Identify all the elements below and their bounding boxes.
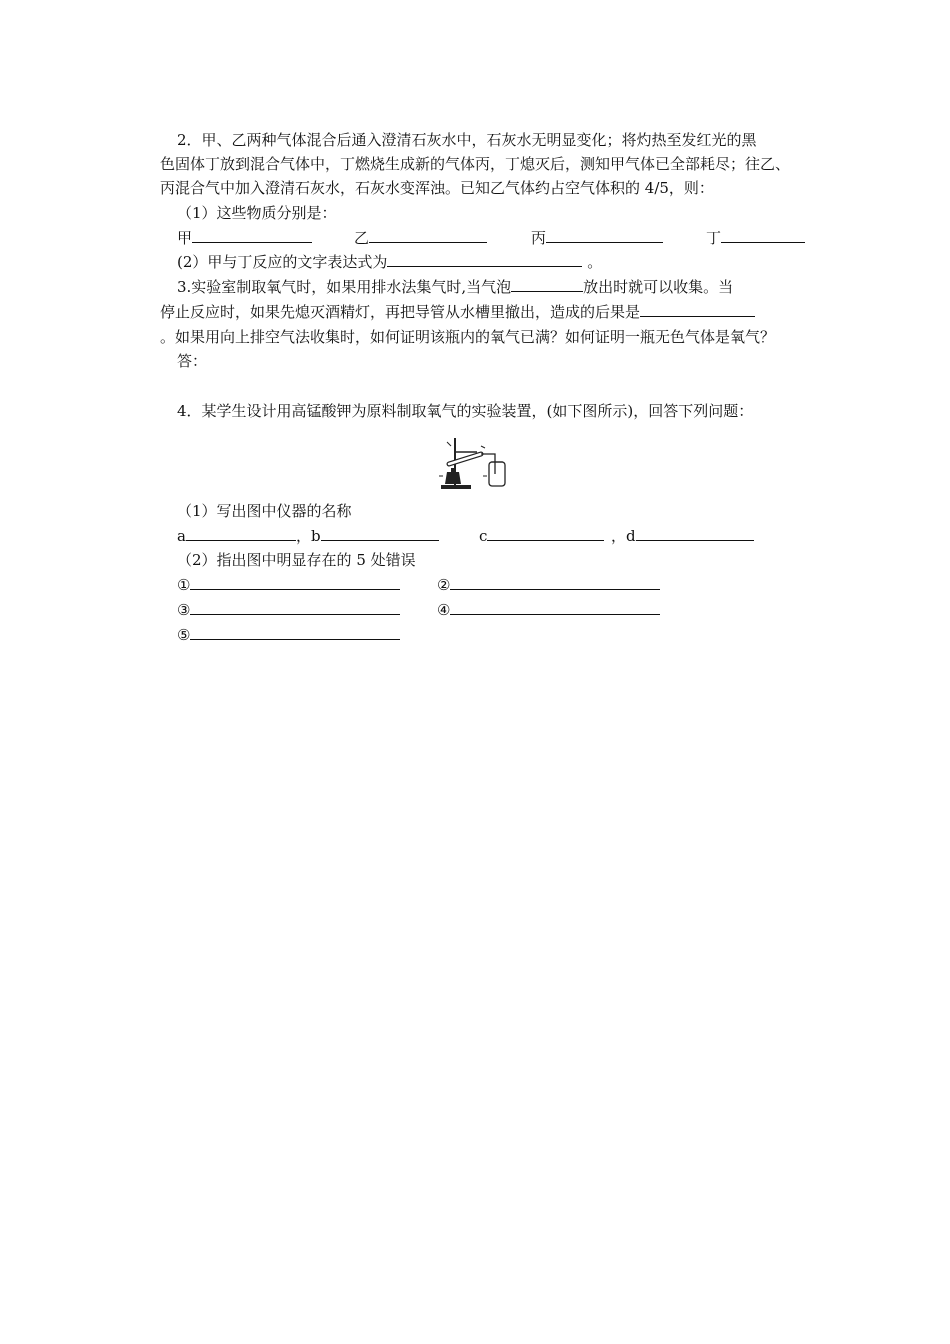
q4-instrument-a [177, 525, 296, 547]
q4-subquestion-2: （2）指出图中明显存在的 5 处错误 [177, 551, 416, 569]
blank-ding[interactable] [721, 227, 805, 243]
blank-c[interactable] [487, 525, 604, 541]
q2-line-2: 色固体丁放到混合气体中，丁燃烧生成新的气体丙，丁熄灭后，测知甲气体已全部耗尽；往乙、 [160, 155, 791, 173]
blank-jia[interactable] [192, 227, 312, 243]
blank-yi[interactable] [369, 227, 487, 243]
q2-answer-bing [531, 227, 663, 249]
blank-error-5[interactable] [190, 624, 400, 640]
q4-error-1 [177, 574, 400, 596]
q4-error-5 [177, 624, 400, 646]
blank-error-2[interactable] [450, 574, 660, 590]
q2-subquestion-1: （1）这些物质分别是： [177, 204, 337, 222]
q3-line-1a: 3.实验室制取氧气时，如果用排水法集气时,当气泡 [177, 278, 512, 296]
q4-error-2 [437, 574, 660, 596]
q3-line-2 [160, 301, 755, 323]
q2-answer-row [177, 227, 312, 249]
q2-sub2-text: (2）甲与丁反应的文字表达式为 [177, 253, 388, 271]
q4-instrument-b [296, 525, 439, 547]
q4-error-3 [177, 599, 400, 621]
error-number-1: ① [177, 576, 191, 594]
q2-line-3: 丙混合气中加入澄清石灰水，石灰水变浑浊。已知乙气体约占空气体积的 4/5，则： [160, 179, 714, 197]
oxygen-apparatus-figure [437, 436, 521, 490]
blank-b[interactable] [321, 525, 439, 541]
label-d: ，d [611, 527, 636, 545]
blank-error-3[interactable] [190, 599, 400, 615]
q4-instrument-d [611, 525, 754, 547]
q2-line-1: 2．甲、乙两种气体混合后通入澄清石灰水中，石灰水无明显变化；将灼热至发红光的黑 [177, 131, 757, 149]
q3-line-2-text: 停止反应时，如果先熄灭酒精灯，再把导管从水槽里撤出，造成的后果是 [160, 303, 641, 321]
q2-answer-yi [354, 227, 487, 249]
blank-d[interactable] [636, 525, 754, 541]
label-ding: 丁 [706, 229, 722, 247]
label-c: c [479, 527, 488, 545]
label-bing: 丙 [531, 229, 547, 247]
blank-a[interactable] [186, 525, 296, 541]
label-jia: 甲 [177, 229, 193, 247]
q3-line-3: 。如果用向上排空气法收集时，如何证明该瓶内的氧气已满？如何证明一瓶无色气体是氧气？ [160, 328, 776, 346]
error-number-3: ③ [177, 601, 191, 619]
error-number-5: ⑤ [177, 626, 191, 644]
label-a: a [177, 527, 186, 545]
label-yi: 乙 [354, 229, 370, 247]
error-number-4: ④ [437, 601, 451, 619]
q3-line-1 [177, 276, 733, 298]
q4-subquestion-1: （1）写出图中仪器的名称 [177, 502, 352, 520]
q2-sub2-end: 。 [587, 253, 603, 271]
error-number-2: ② [437, 576, 451, 594]
blank-consequence[interactable] [640, 301, 755, 317]
q2-subquestion-2 [177, 251, 602, 273]
blank-equation[interactable] [387, 251, 582, 267]
blank-error-4[interactable] [450, 599, 660, 615]
q4-line-1: 4．某学生设计用高锰酸钾为原料制取氧气的实验装置，(如下图所示)，回答下列问题： [177, 402, 754, 420]
blank-bubble[interactable] [511, 276, 583, 292]
q3-line-1b: 放出时就可以收集。当 [583, 278, 734, 296]
q4-instrument-c [479, 525, 604, 547]
blank-bing[interactable] [546, 227, 663, 243]
blank-error-1[interactable] [190, 574, 400, 590]
q3-answer: 答： [177, 352, 208, 370]
q4-error-4 [437, 599, 660, 621]
q2-answer-ding [706, 227, 805, 249]
label-b: ，b [296, 527, 321, 545]
